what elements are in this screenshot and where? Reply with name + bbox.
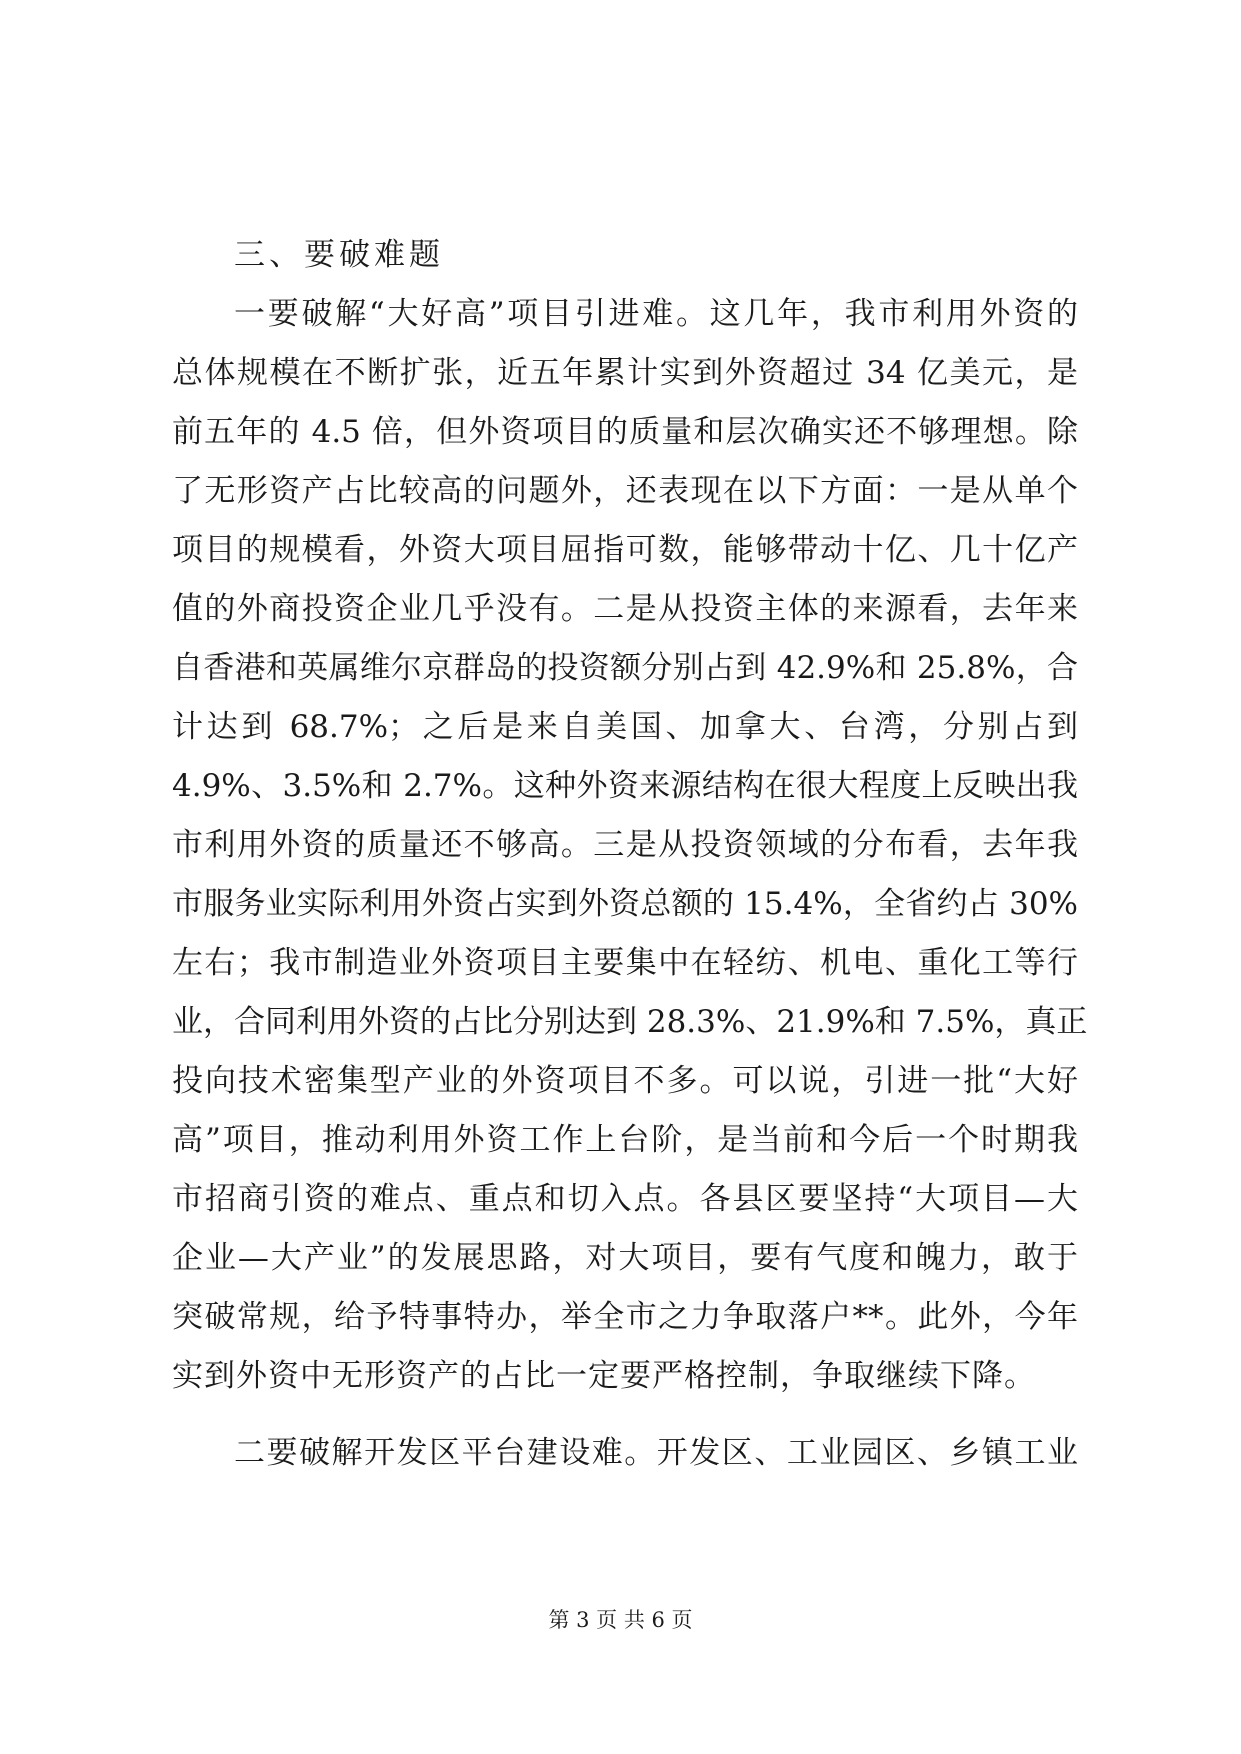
paragraph-line: 总体规模在不断扩张，近五年累计实到外资超过 34 亿美元，是 bbox=[172, 355, 1078, 391]
paragraph-line: 企业—大产业”的发展思路，对大项目，要有气度和魄力，敢于 bbox=[172, 1240, 1078, 1276]
page-number: 第 3 页 共 6 页 bbox=[548, 1608, 693, 1632]
paragraph-line: 左右；我市制造业外资项目主要集中在轻纺、机电、重化工等行 bbox=[172, 945, 1078, 981]
paragraph-line: 市服务业实际利用外资占实到外资总额的 15.4%，全省约占 30% bbox=[172, 886, 1078, 922]
paragraph-line: 市招商引资的难点、重点和切入点。各县区要坚持“大项目—大 bbox=[172, 1181, 1078, 1217]
paragraph-line: 项目的规模看，外资大项目屈指可数，能够带动十亿、几十亿产 bbox=[172, 532, 1078, 568]
paragraph-line: 了无形资产占比较高的问题外，还表现在以下方面：一是从单个 bbox=[172, 473, 1078, 509]
paragraph-line: 自香港和英属维尔京群岛的投资额分别占到 42.9%和 25.8%，合 bbox=[172, 650, 1078, 686]
paragraph-line: 一要破解“大好高”项目引进难。这几年，我市利用外资的 bbox=[234, 296, 1078, 332]
section-heading: 三、要破难题 bbox=[234, 237, 444, 273]
paragraph-line: 4.9%、3.5%和 2.7%。这种外资来源结构在很大程度上反映出我 bbox=[172, 768, 1078, 804]
paragraph-line: 业，合同利用外资的占比分别达到 28.3%、21.9%和 7.5%，真正 bbox=[172, 1004, 1088, 1040]
paragraph-line: 二要破解开发区平台建设难。开发区、工业园区、乡镇工业 bbox=[234, 1435, 1078, 1471]
paragraph-line: 计达到 68.7%；之后是来自美国、加拿大、台湾，分别占到 bbox=[172, 709, 1078, 745]
paragraph-line: 值的外商投资企业几乎没有。二是从投资主体的来源看，去年来 bbox=[172, 591, 1078, 627]
paragraph-line: 投向技术密集型产业的外资项目不多。可以说，引进一批“大好 bbox=[172, 1063, 1078, 1099]
paragraph-line: 前五年的 4.5 倍，但外资项目的质量和层次确实还不够理想。除 bbox=[172, 414, 1078, 450]
paragraph-line: 突破常规，给予特事特办，举全市之力争取落户**。此外，今年 bbox=[172, 1299, 1078, 1335]
paragraph-line: 实到外资中无形资产的占比一定要严格控制，争取继续下降。 bbox=[172, 1358, 1036, 1394]
paragraph-line: 高”项目，推动利用外资工作上台阶，是当前和今后一个时期我 bbox=[172, 1122, 1078, 1158]
paragraph-line: 市利用外资的质量还不够高。三是从投资领域的分布看，去年我 bbox=[172, 827, 1078, 863]
